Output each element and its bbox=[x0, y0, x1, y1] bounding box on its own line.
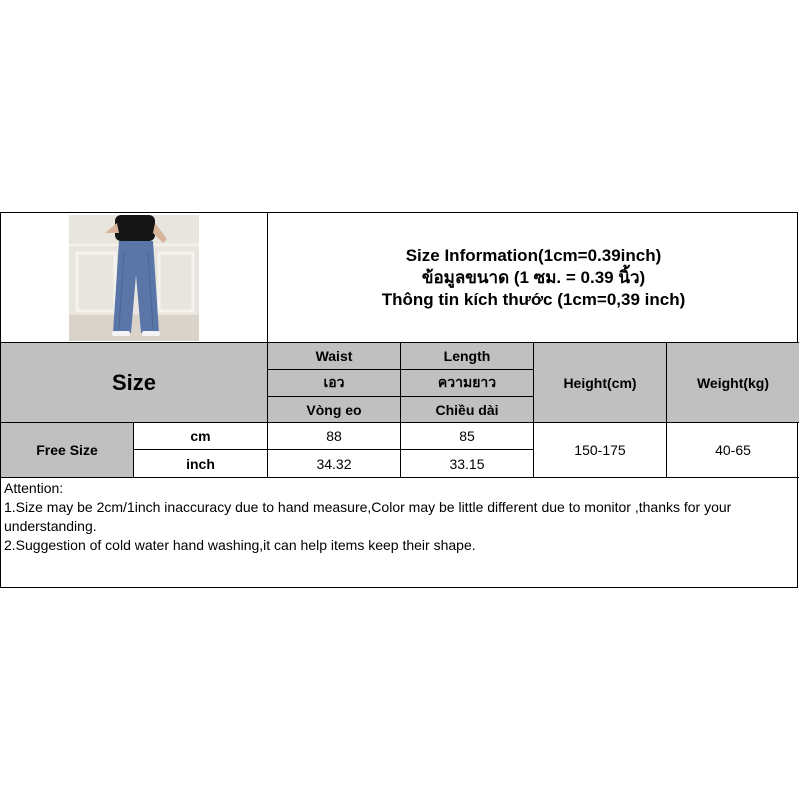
length-en-header: Length bbox=[401, 343, 534, 370]
weight-header: Weight(kg) bbox=[667, 343, 799, 423]
unit-cm: cm bbox=[134, 423, 268, 450]
attention-title: Attention: bbox=[4, 480, 64, 496]
product-photo bbox=[69, 215, 199, 341]
size-header-label: Size bbox=[111, 369, 157, 395]
length-th-header: ความยาว bbox=[401, 370, 534, 397]
waist-cm-value: 88 bbox=[268, 423, 401, 450]
size-chart bbox=[0, 212, 798, 588]
height-value: 150-175 bbox=[534, 423, 667, 478]
free-size-label: Free Size bbox=[1, 423, 134, 478]
height-header: Height(cm) bbox=[534, 343, 667, 423]
waist-vi-header: Vòng eo bbox=[268, 397, 401, 423]
weight-value: 40-65 bbox=[667, 423, 799, 478]
length-inch-value: 33.15 bbox=[401, 450, 534, 478]
length-cm-value: 85 bbox=[401, 423, 534, 450]
attention-line-1: 1.Size may be 2cm/1inch inaccuracy due to hand measure,Color may be little different due to monitor ,thanks for your understanding. bbox=[4, 499, 732, 534]
unit-inch: inch bbox=[134, 450, 268, 478]
size-info-line-en: Size Information(1cm=0.39inch) bbox=[405, 245, 662, 265]
size-header bbox=[1, 343, 268, 423]
size-info-title bbox=[268, 213, 799, 343]
size-info-line-vi: Thông tin kích thước (1cm=0,39 inch) bbox=[381, 289, 686, 309]
waist-th-header: เอว bbox=[268, 370, 401, 397]
photo-cell bbox=[1, 213, 268, 343]
length-vi-header: Chiều dài bbox=[401, 397, 534, 423]
size-info-line-th: ข้อมูลขนาด (1 ซม. = 0.39 นิ้ว) bbox=[421, 267, 646, 287]
attention-notes bbox=[4, 479, 794, 555]
attention-line-2: 2.Suggestion of cold water hand washing,it can help items keep their shape. bbox=[4, 537, 476, 553]
waist-en-header: Waist bbox=[268, 343, 401, 370]
waist-inch-value: 34.32 bbox=[268, 450, 401, 478]
